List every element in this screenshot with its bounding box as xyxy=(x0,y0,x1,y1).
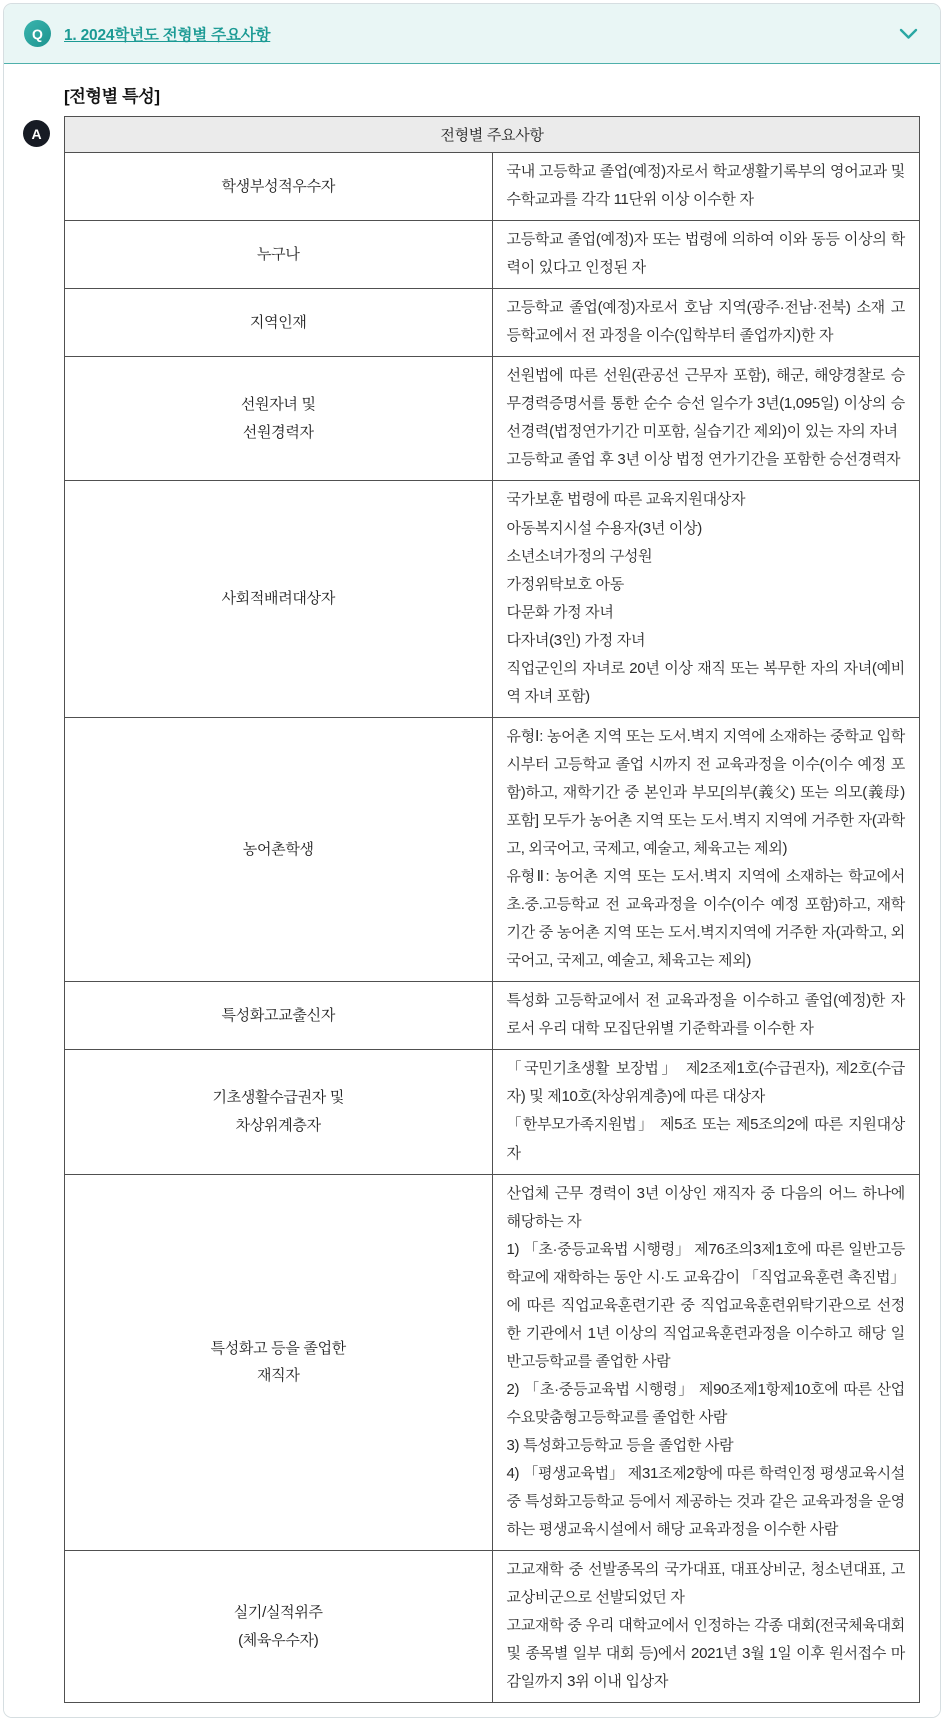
content-line: 2) 「초·중등교육법 시행령」 제90조제1항제10호에 따른 산업수요맞춤형고등학교를 졸업한 사람 xyxy=(506,1380,905,1426)
table-header-row xyxy=(65,117,920,153)
table-row xyxy=(65,289,920,357)
content-line: 선원법에 따른 선원(관공선 근무자 포함), 해군, 해양경찰로 승무경력증명서를 통한 순수 승선 일수가 3년(1,095일) 이상의 승선경력(법정연가기간 미포함, 실습기간 제외)이 있는 자의 자녀 xyxy=(506,367,905,441)
accordion-title-link[interactable]: 1. 2024학년도 전형별 주요사항 xyxy=(64,26,271,44)
content-cell xyxy=(492,1174,920,1551)
table-row xyxy=(65,221,920,289)
content-line: 국가보훈 법령에 따른 교육지원대상자 xyxy=(506,491,746,509)
accordion-header[interactable] xyxy=(4,4,940,64)
category-cell: 사회적배려대상자 xyxy=(65,481,493,717)
content-cell xyxy=(492,153,920,221)
content-line: 국내 고등학교 졸업(예정)자로서 학교생활기록부의 영어교과 및 수학교과를 각각 11단위 이상 이수한 자 xyxy=(506,163,905,209)
content-line: 유형Ⅱ: 농어촌 지역 또는 도서.벽지 지역에 소재하는 학교에서 초.중.고등학교 전 교육과정을 이수(이수 예정 포함)하고, 재학기간 중 농어촌 지역 또는 도서.벽지지역에 거주한 자(과학고, 외국어고, 국제고, 예술고, 체육고는 제외) xyxy=(506,868,905,970)
content-line: 다문화 가정 자녀 xyxy=(506,603,614,621)
table-row xyxy=(65,153,920,221)
content-line: 고등학교 졸업(예정)자로서 호남 지역(광주·전남·전북) 소재 고등학교에서 전 과정을 이수(입학부터 졸업까지)한 자 xyxy=(506,299,905,345)
chevron-down-icon[interactable] xyxy=(899,28,918,40)
table-row xyxy=(65,357,920,481)
content-line: 고교재학 중 선발종목의 국가대표, 대표상비군, 청소년대표, 고교상비군으로 선발되었던 자 xyxy=(506,1561,905,1607)
content-line: 아동복지시설 수용자(3년 이상) xyxy=(506,519,702,537)
content-cell xyxy=(492,1050,920,1174)
criteria-table xyxy=(64,116,920,1703)
content-line: 가정위탁보호 아동 xyxy=(506,575,624,593)
content-cell xyxy=(492,982,920,1050)
section-heading: [전형별 특성] xyxy=(64,87,160,106)
table-header-cell: 전형별 주요사항 xyxy=(65,117,920,153)
category-cell: 기초생활수급권자 및 차상위계층자 xyxy=(65,1050,493,1174)
table-row xyxy=(65,717,920,981)
content-line: 소년소녀가정의 구성원 xyxy=(506,547,653,565)
table-row xyxy=(65,1174,920,1551)
content-line: 특성화 고등학교에서 전 교육과정을 이수하고 졸업(예정)한 자로서 우리 대학 모집단위별 기준학과를 이수한 자 xyxy=(506,992,905,1038)
category-cell: 특성화고교출신자 xyxy=(65,982,493,1050)
content-line: 유형Ⅰ: 농어촌 지역 또는 도서.벽지 지역에 소재하는 중학교 입학 시부터 고등학교 졸업 시까지 전 교육과정을 이수(이수 예정 포함)하고, 재학기간 중 본인과 부모[의부(義父) 또는 의모(義母) 포함] 모두가 농어촌 지역 또는 도서.벽지 지역에 거주한 자(과학고, 외국어고, 국제고, 예술고, 체육고는 제외) xyxy=(506,727,905,858)
content-cell xyxy=(492,221,920,289)
content-cell xyxy=(492,717,920,981)
content-line: 1) 「초·중등교육법 시행령」 제76조의3제1호에 따른 일반고등학교에 재학하는 동안 시·도 교육감이 「직업교육훈련 촉진법」에 따른 직업교육훈련기관 중 직업교육훈련위탁기관으로 선정한 기관에서 1년 이상의 직업교육훈련과정을 이수하고 해당 일반고등학교를 졸업한 사람 xyxy=(506,1240,905,1370)
category-cell: 실기/실적위주 (체육우수자) xyxy=(65,1551,493,1703)
table-row xyxy=(65,481,920,717)
content-cell xyxy=(492,481,920,717)
category-cell: 학생부성적우수자 xyxy=(65,153,493,221)
table-row xyxy=(65,1050,920,1174)
answer-content xyxy=(4,64,940,1717)
content-cell xyxy=(492,289,920,357)
content-line: 다자녀(3인) 가정 자녀 xyxy=(506,631,646,649)
category-cell: 선원자녀 및 선원경력자 xyxy=(65,357,493,481)
content-line: 「국민기초생활 보장법」 제2조제1호(수급권자), 제2호(수급자) 및 제10호(차상위계층)에 따른 대상자 xyxy=(506,1060,905,1106)
criteria-table-wrap xyxy=(31,116,920,1703)
table-row xyxy=(65,982,920,1050)
content-line: 4) 「평생교육법」 제31조제2항에 따른 학력인정 평생교육시설 중 특성화고등학교 등에서 제공하는 것과 같은 교육과정을 운영하는 평생교육시설에서 해당 교육과정을 이수한 사람 xyxy=(506,1465,905,1539)
question-icon: Q xyxy=(24,20,51,47)
category-cell: 농어촌학생 xyxy=(65,717,493,981)
content-line: 직업군인의 자녀로 20년 이상 재직 또는 복무한 자의 자녀(예비역 자녀 포함) xyxy=(506,659,905,705)
content-line: 고교재학 중 우리 대학교에서 인정하는 각종 대회(전국체육대회 및 종목별 일부 대회 등)에서 2021년 3월 1일 이후 원서접수 마감일까지 3위 이내 입상자 xyxy=(506,1617,905,1691)
content-cell xyxy=(492,1551,920,1703)
content-line: 「한부모가족지원법」 제5조 또는 제5조의2에 따른 지원대상자 xyxy=(506,1116,905,1162)
answer-icon: A xyxy=(23,120,50,147)
criteria-table-body xyxy=(65,153,920,1703)
content-line: 산업체 근무 경력이 3년 이상인 재직자 중 다음의 어느 하나에 해당하는 자 xyxy=(506,1184,905,1230)
content-cell xyxy=(492,357,920,481)
content-line: 고등학교 졸업 후 3년 이상 법정 연가기간을 포함한 승선경력자 xyxy=(506,451,901,469)
table-row xyxy=(65,1551,920,1703)
category-cell: 지역인재 xyxy=(65,289,493,357)
faq-card xyxy=(3,3,941,1718)
content-line: 3) 특성화고등학교 등을 졸업한 사람 xyxy=(506,1436,734,1454)
content-line: 고등학교 졸업(예정)자 또는 법령에 의하여 이와 동등 이상의 학력이 있다고 인정된 자 xyxy=(506,231,905,277)
category-cell: 특성화고 등을 졸업한 재직자 xyxy=(65,1174,493,1551)
category-cell: 누구나 xyxy=(65,221,493,289)
